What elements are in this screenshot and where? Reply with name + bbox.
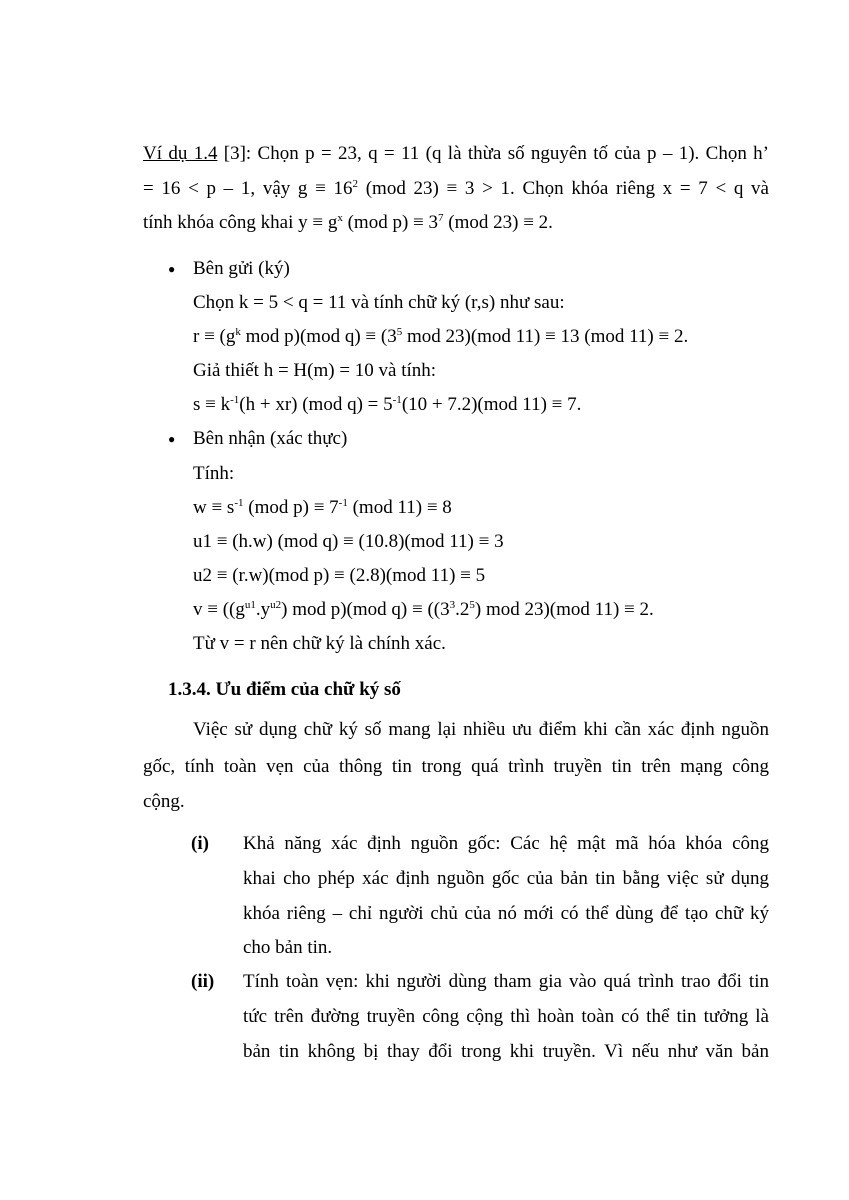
sender-line-2: $r \equiv (g^k$ mod p)(mod $q) \equiv (3^5$ mod 23)(mod 11) ≡ 13 (mod 11) ≡ 2.	[193, 326, 689, 347]
section-heading: 1.3.4. Ưu điểm của chữ ký số	[168, 679, 401, 700]
receiver-line-2: $w \equiv s^{-1}$ (mod $p) \equiv 7^{-1}$ (mod 11) ≡ 8	[193, 497, 452, 518]
sender-bullet-icon: ●	[168, 262, 176, 276]
receiver-line-3: u1 ≡ (h.w) (mod q) ≡ (10.8)(mod 11) ≡ 3	[193, 531, 504, 552]
receiver-line-6: Từ v = r nên chữ ký là chính xác.	[193, 633, 446, 654]
sender-line-4: $s \equiv k^{-1}(h + xr)$ (mod $q) = 5^{-1}(10 + 7.2)(mod$ 11) ≡ 7.	[193, 394, 582, 415]
receiver-line-1: Tính:	[193, 463, 235, 484]
example-label: Ví dụ 1.4	[143, 143, 218, 164]
receiver-bullet-icon: ●	[168, 432, 176, 446]
section-paragraph-line-1: Việc sử dụng chữ ký số mang lại nhiều ưu điểm khi cần xác định nguồn	[193, 719, 769, 740]
section-paragraph-line-3: cộng.	[143, 791, 185, 812]
example-line-2: = 16 < p – 1, vậy $g \equiv 16^2$ (mod 23) ≡ 3 > 1. Chọn khóa riêng x = 7 < q và	[143, 178, 769, 199]
example-line-3: tính khóa công khai $y \equiv g^x$ (mod $p) \equiv 3^7$ (mod 23) ≡ 2.	[143, 212, 553, 233]
receiver-title: Bên nhận (xác thực)	[193, 428, 348, 449]
item-ii-label: (ii)	[191, 971, 215, 992]
example-line-1: Ví dụ 1.4 [3]: Chọn p = 23, q = 11 (q là thừa số nguyên tố của p – 1). Chọn h’	[143, 143, 769, 164]
item-i-line-4: cho bản tin.	[243, 937, 333, 958]
sender-line-3: Giả thiết h = H(m) = 10 và tính:	[193, 360, 437, 381]
section-paragraph-line-2: gốc, tính toàn vẹn của thông tin trong quá trình truyền tin trên mạng công	[143, 756, 769, 777]
item-i-line-2: khai cho phép xác định nguồn gốc của bản tin bằng việc sử dụng	[243, 868, 769, 889]
sender-title: Bên gửi (ký)	[193, 258, 290, 279]
item-i-label: (i)	[191, 833, 209, 854]
item-ii-line-1: Tính toàn vẹn: khi người dùng tham gia vào quá trình trao đổi tin	[243, 971, 769, 992]
item-ii-line-2: tức trên đường truyền công cộng thì hoàn toàn có thể tin tưởng là	[243, 1006, 769, 1027]
sender-line-1: Chọn k = 5 < q = 11 và tính chữ ký (r,s) như sau:	[193, 292, 565, 313]
item-i-line-1: Khả năng xác định nguồn gốc: Các hệ mật mã hóa khóa công	[243, 833, 769, 854]
item-i-line-3: khóa riêng – chỉ người chủ của nó mới có thể dùng để tạo chữ ký	[243, 903, 769, 924]
receiver-line-5: $v \equiv ((g^{u1}.y^{u2})$ mod p)(mod $q) \equiv ((3^3.2^5)$ mod 23)(mod 11) ≡ 2.	[193, 599, 654, 620]
receiver-line-4: u2 ≡ (r.w)(mod p) ≡ (2.8)(mod 11) ≡ 5	[193, 565, 486, 586]
item-ii-line-3: bản tin không bị thay đổi trong khi truyền. Vì nếu như văn bản	[243, 1041, 769, 1062]
